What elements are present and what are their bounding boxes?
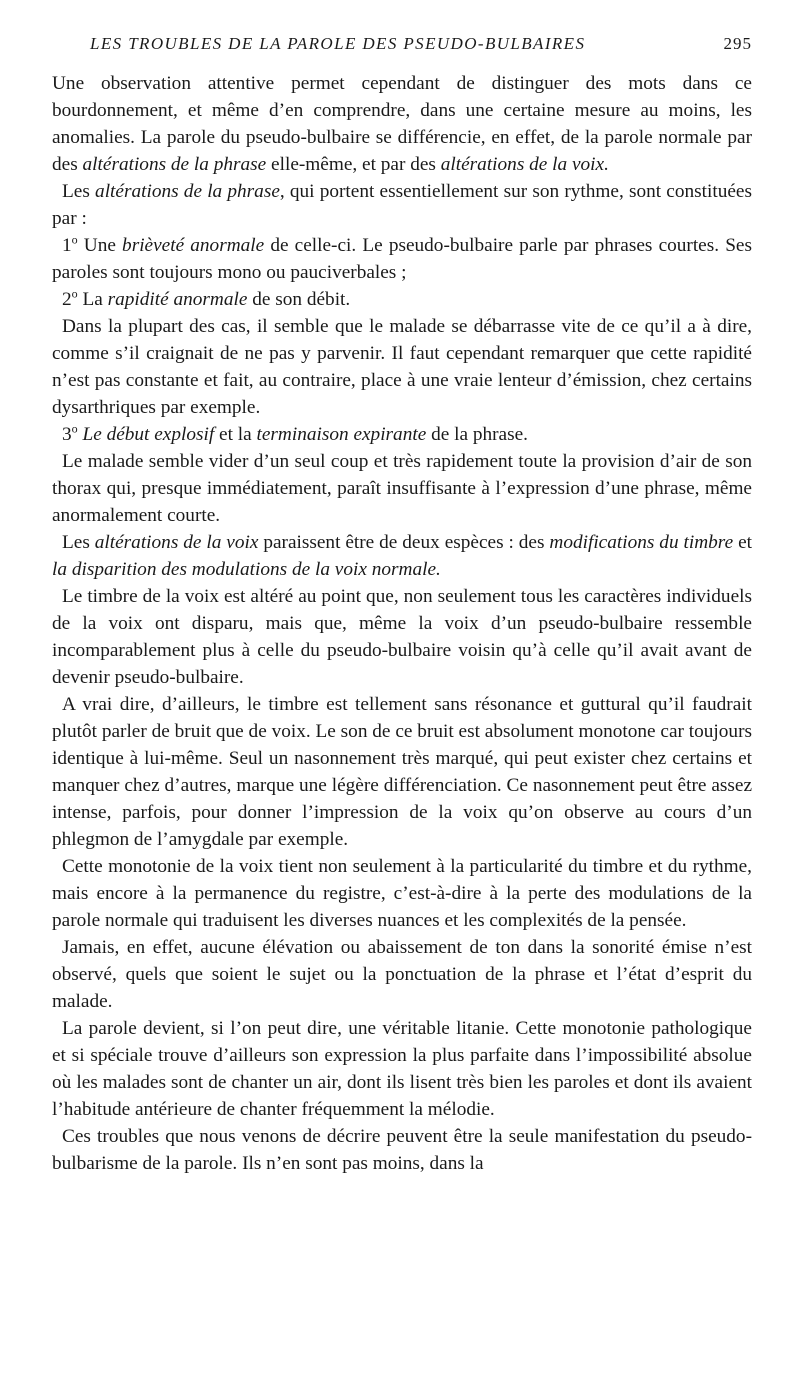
paragraph [52, 1123, 752, 1177]
text-run: Cette monotonie de la voix tient non seulement à la particularité du timbre et du rythme, mais encore à la permanence du registre, c’est-à-dire à la perte des modulations de la parole normale qui traduisent les diverses nuances et les complexités de la pensée. [52, 856, 752, 931]
text-run: Une observation attentive permet cependant de distinguer des mots dans ce bourdonnement, et même d’en comprendre, dans une certaine mesure au moins, les anomalies. La parole du pseudo-bulbaire se différencie, en effet, de la parole normale par des [52, 73, 752, 175]
text-run: La [77, 289, 108, 310]
text-run: paraissent être de deux espèces : des [258, 532, 550, 553]
superscript: o [71, 421, 78, 436]
text-run: Jamais, en effet, aucune élévation ou abaissement de ton dans la sonorité émise n’est observé, quels que soient le sujet ou la ponctuation de la phrase et l’état d’esprit du malade. [52, 937, 752, 1012]
text-run: A vrai dire, d’ailleurs, le timbre est tellement sans résonance et guttural qu’il faudrait plutôt parler de bruit que de voix. Le son de ce bruit est absolument monotone car toujours identique à lui-même. Seul un nasonnement très marqué, qui peut exister chez certains et manquer chez d’autres, marque une légère différenciation. Ce nasonnement peut être assez intense, parfois, pour donner l’impression de la voix qu’on observe au cours d’un phlegmon de l’amygdale par exemple. [52, 694, 752, 850]
running-header [90, 34, 752, 54]
paragraph [52, 1015, 752, 1123]
text-run: et [733, 532, 752, 553]
italic-text: rapidité anormale [107, 289, 248, 310]
text-run: de son débit. [247, 289, 351, 310]
text-run: La parole devient, si l’on peut dire, une véritable litanie. Cette monotonie pathologique et si spéciale trouve d’ailleurs son expression la plus parfaite dans l’impossibilité absolue où les malades sont de chanter un air, dont ils lisent très bien les paroles et dont ils avaient l’habitude antérieure de chanter fréquemment la mélodie. [52, 1018, 752, 1120]
page-number: 295 [723, 34, 752, 53]
text-run: Le malade semble vider d’un seul coup et très rapidement toute la provision d’air de son thorax qui, presque immédiatement, paraît insuffisante à l’expression d’une phrase, même anormalement courte. [52, 451, 752, 526]
text-run: Ces troubles que nous venons de décrire peuvent être la seule manifestation du pseudo-bulbarisme de la parole. Ils n’en sont pas moins, dans la [52, 1126, 752, 1174]
paragraph [52, 313, 752, 421]
italic-text: terminaison expirante [256, 424, 427, 445]
paragraph [52, 178, 752, 232]
text-run: Les [62, 181, 96, 202]
paragraph [52, 232, 752, 286]
italic-text: Le début explosif [82, 424, 215, 445]
italic-text: brièveté anormale [122, 235, 265, 256]
paragraph [52, 421, 752, 448]
paragraph [52, 934, 752, 1015]
paragraph [52, 853, 752, 934]
superscript: o [71, 232, 78, 247]
text-run: 1 [62, 235, 72, 256]
text-run: Le timbre de la voix est altéré au point que, non seulement tous les caractères individuels de la voix ont disparu, mais que, même la voix d’un pseudo-bulbaire ressemble incomparablement plus à celle du pseudo-bulbaire voisin qu’à celle qu’il avait avant de devenir pseudo-bulbaire. [52, 586, 752, 688]
text-run: de celle-ci. Le pseudo-bulbaire parle par phrases courtes. Ses paroles sont toujours mono ou pauciverbales ; [52, 235, 752, 283]
paragraph [52, 286, 752, 313]
text-run: Une [77, 235, 123, 256]
text-run: Dans la plupart des cas, il semble que le malade se débarrasse vite de ce qu’il a à dire, comme s’il craignait de ne pas y parvenir. Il faut cependant remarquer que cette rapidité n’est pas constante et fait, au contraire, place à une vraie lenteur d’émission, chez certains dysarthriques par exemple. [52, 316, 752, 418]
text-run: et la [214, 424, 257, 445]
running-title: LES TROUBLES DE LA PAROLE DES PSEUDO-BULBAIRES [90, 34, 586, 53]
italic-text: altérations de la phrase [95, 181, 280, 202]
italic-text: la disparition des modulations de la voix normale. [52, 559, 441, 580]
paragraph [52, 70, 752, 178]
page-body [52, 70, 752, 1177]
italic-text: altérations de la voix [94, 532, 259, 553]
paragraph [52, 583, 752, 691]
paragraph [52, 691, 752, 853]
text-run: Les [62, 532, 95, 553]
italic-text: altérations de la phrase [82, 154, 267, 175]
superscript: o [71, 286, 78, 301]
text-run: , qui portent essentiellement sur son rythme, sont constituées par : [52, 181, 752, 229]
italic-text: altérations de la voix. [440, 154, 609, 175]
text-run: de la phrase. [426, 424, 528, 445]
text-run: elle-même, et par des [266, 154, 441, 175]
paragraph [52, 448, 752, 529]
paragraph [52, 529, 752, 583]
text-run: 3 [62, 424, 72, 445]
text-run: 2 [62, 289, 72, 310]
italic-text: modifications du timbre [549, 532, 734, 553]
